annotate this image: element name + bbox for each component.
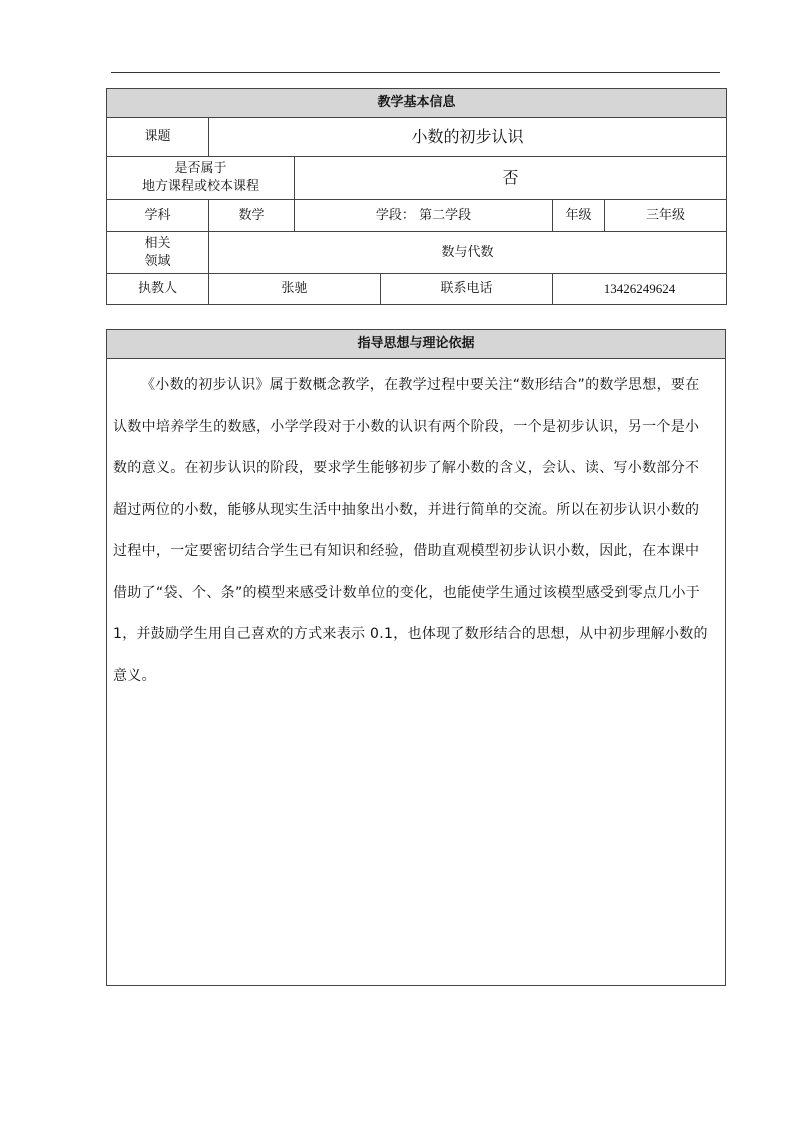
phone-label: 联系电话 — [381, 274, 553, 305]
phone-value: 13426249624 — [553, 274, 727, 305]
guidance-section — [106, 329, 726, 986]
teacher-row — [107, 274, 727, 305]
domain-label — [107, 232, 209, 274]
basic-info-header-row — [107, 89, 727, 118]
top-rule — [111, 72, 720, 73]
subject-label: 学科 — [107, 200, 209, 232]
local-course-value: 否 — [295, 157, 727, 200]
stage-label: 学段： — [375, 207, 415, 223]
domain-row — [107, 232, 727, 274]
domain-label-line2: 领域 — [144, 253, 171, 269]
teacher-label: 执教人 — [107, 274, 209, 305]
local-course-label-line1: 是否属于 — [174, 161, 227, 176]
grade-label: 年级 — [553, 200, 605, 232]
domain-label-line1: 相关 — [144, 235, 171, 251]
topic-label: 课题 — [107, 118, 209, 157]
teacher-value: 张驰 — [209, 274, 381, 305]
local-course-label-line2: 地方课程或校本课程 — [141, 179, 259, 194]
topic-row — [107, 118, 727, 157]
domain-value: 数与代数 — [209, 232, 727, 274]
basic-info-title: 教学基本信息 — [107, 89, 727, 118]
local-course-label — [107, 157, 295, 200]
guidance-text: 《小数的初步认识》属于数概念教学，在教学过程中要关注“数形结合”的数学思想，要在认数中培养学生的数感，小学学段对于小数的认识有两个阶段，一个是初步认识，另一个是小数的意义。在初步认识的阶段，要求学生能够初步了解小数的含义，会认、读、写小数部分不超过两位的小数，能够从现实生活中抽象出小数，并进行简单的交流。所以在初步认识小数的过程中，一定要密切结合学生已有知识和经验，借助直观模型初步认识小数，因此，在本课中借助了“袋、个、条”的模型来感受计数单位的变化，也能使学生通过该模型感受到零点几小于 1，并鼓励学生用自己喜欢的方式来表示 0.1，也体现了数形结合的思想，从中初步理解小数的意义。 — [113, 377, 708, 684]
grade-value: 三年级 — [605, 200, 727, 232]
basic-info-table — [106, 88, 727, 305]
topic-value: 小数的初步认识 — [209, 118, 727, 157]
local-course-row — [107, 157, 727, 200]
subject-value: 数学 — [209, 200, 295, 232]
stage-value: 第二学段 — [419, 207, 472, 223]
subject-row — [107, 200, 727, 232]
stage-cell — [295, 200, 553, 232]
guidance-title: 指导思想与理论依据 — [107, 330, 725, 359]
